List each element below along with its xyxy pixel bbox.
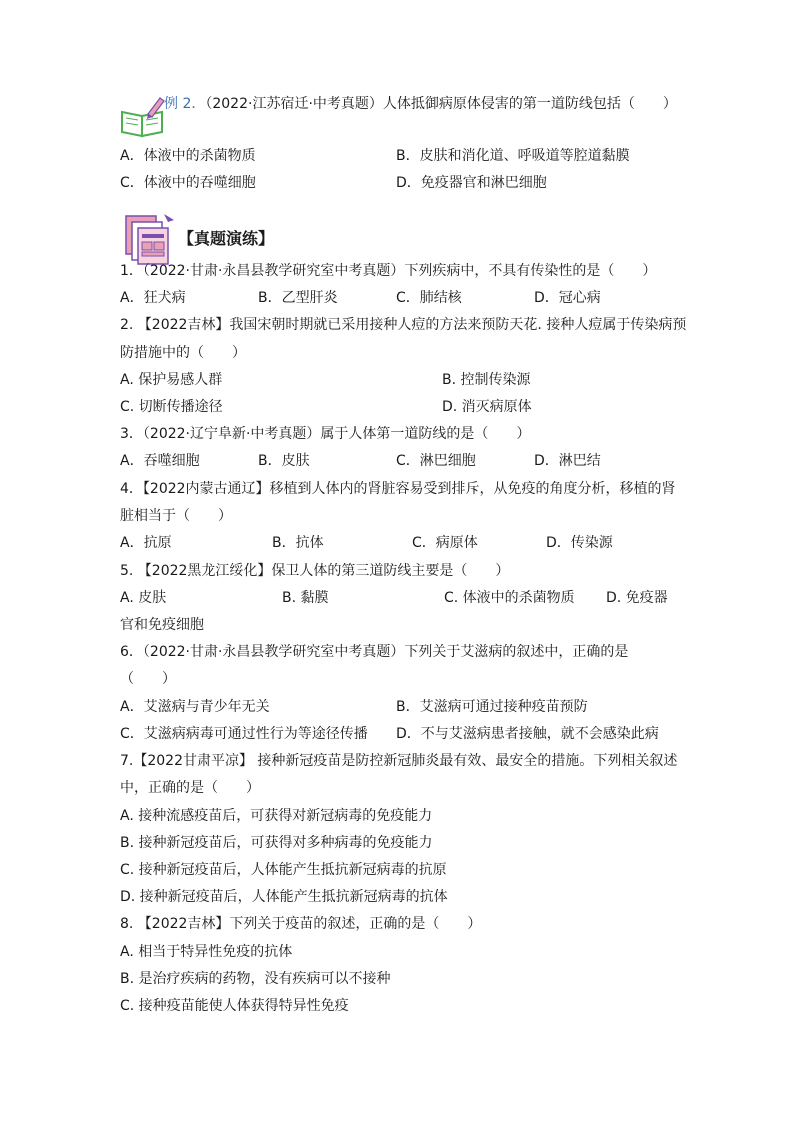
question-3-option-a: A．吞噬细胞 xyxy=(120,453,200,469)
question-2-option-d: D. 消灭病原体 xyxy=(442,399,532,415)
question-1-option-c: C．肺结核 xyxy=(396,290,462,306)
question-6-option-d: D．不与艾滋病患者接触，就不会感染此病 xyxy=(396,726,659,742)
question-7-option-c: C. 接种新冠疫苗后，人体能产生抵抗新冠病毒的抗原 xyxy=(120,862,447,878)
question-6-option-a: A．艾滋病与青少年无关 xyxy=(120,699,270,715)
question-2-option-c: C. 切断传播途径 xyxy=(120,399,223,415)
question-7-option-a: A. 接种流感疫苗后，可获得对新冠病毒的免疫能力 xyxy=(120,808,433,824)
question-3-option-b: B．皮肤 xyxy=(258,453,310,469)
question-2-stem-line-1: 2. 【2022吉林】我国宋朝时期就已采用接种人痘的方法来预防天花. 接种人痘属于传染病预 xyxy=(120,317,687,333)
question-1-option-b: B．乙型肝炎 xyxy=(258,290,338,306)
question-1-stem: 1．（2022·甘肃·永昌县教学研究室中考真题）下列疾病中，不具有传染性的是（ ） xyxy=(120,263,657,279)
question-5-stem: 5. 【2022黑龙江绥化】保卫人体的第三道防线主要是（ ） xyxy=(120,563,510,579)
example-option-b: B．皮肤和消化道、呼吸道等腔道黏膜 xyxy=(396,148,630,164)
question-8-option-b: B. 是治疗疾病的药物，没有疾病可以不接种 xyxy=(120,971,391,987)
question-7-option-d: D. 接种新冠疫苗后，人体能产生抵抗新冠病毒的抗体 xyxy=(120,889,448,905)
section-title: 【真题演练】 xyxy=(178,229,275,248)
question-1-option-a: A．狂犬病 xyxy=(120,290,186,306)
example-stem-line xyxy=(164,94,677,114)
question-6-stem-line-2: （ ） xyxy=(120,671,176,687)
question-7-stem-line-2: 中，正确的是（ ） xyxy=(120,780,260,796)
question-7-stem-line-1: 7.【2022甘肃平凉】 接种新冠疫苗是防控新冠肺炎最有效、最安全的措施。下列相关叙述 xyxy=(120,753,678,769)
question-5-option-a: A. 皮肤 xyxy=(120,590,167,606)
example-label: 例 2． xyxy=(164,96,206,112)
question-4-option-c: C．病原体 xyxy=(412,535,478,551)
question-8-option-c: C. 接种疫苗能使人体获得特异性免疫 xyxy=(120,998,349,1014)
book-pencil-icon xyxy=(118,96,168,138)
example-option-d: D．免疫器官和淋巴细胞 xyxy=(396,175,547,191)
question-4-option-b: B．抗体 xyxy=(272,535,324,551)
question-8-stem: 8. 【2022吉林】下列关于疫苗的叙述，正确的是（ ） xyxy=(120,916,482,932)
question-4-stem-line-1: 4．【2022内蒙古通辽】移植到人体内的肾脏容易受到排斥，从免疫的角度分析，移植的肾 xyxy=(120,481,676,497)
example-option-a: A．体液中的杀菌物质 xyxy=(120,148,256,164)
question-7-option-b: B. 接种新冠疫苗后，可获得对多种病毒的免疫能力 xyxy=(120,835,433,851)
question-3-option-c: C．淋巴细胞 xyxy=(396,453,476,469)
question-6-stem-line-1: 6．（2022·甘肃·永昌县教学研究室中考真题）下列关于艾滋病的叙述中，正确的是 xyxy=(120,644,629,660)
question-5-option-d-continued: 官和免疫细胞 xyxy=(120,617,204,633)
question-2-stem-line-2: 防措施中的（ ） xyxy=(120,345,246,361)
question-2-option-a: A. 保护易感人群 xyxy=(120,372,223,388)
question-5-option-b: B. 黏膜 xyxy=(282,590,329,606)
example-stem: （2022·江苏宿迁·中考真题）人体抵御病原体侵害的第一道防线包括（ ） xyxy=(205,96,677,112)
question-5-option-c: C. 体液中的杀菌物质 xyxy=(444,590,575,606)
question-8-option-a: A. 相当于特异性免疫的抗体 xyxy=(120,944,293,960)
question-4-stem-line-2: 脏相当于（ ） xyxy=(120,508,232,524)
question-3-stem: 3．（2022·辽宁阜新·中考真题）属于人体第一道防线的是（ ） xyxy=(120,426,531,442)
question-6-option-b: B．艾滋病可通过接种疫苗预防 xyxy=(396,699,588,715)
example-option-c: C．体液中的吞噬细胞 xyxy=(120,175,256,191)
question-1-option-d: D．冠心病 xyxy=(534,290,601,306)
question-4-option-a: A．抗原 xyxy=(120,535,172,551)
question-3-option-d: D．淋巴结 xyxy=(534,453,601,469)
question-2-option-b: B. 控制传染源 xyxy=(442,372,531,388)
documents-icon xyxy=(124,212,176,266)
question-6-option-c: C．艾滋病病毒可通过性行为等途径传播 xyxy=(120,726,368,742)
question-4-option-d: D．传染源 xyxy=(546,535,613,551)
question-5-option-d: D. 免疫器 xyxy=(606,590,668,606)
